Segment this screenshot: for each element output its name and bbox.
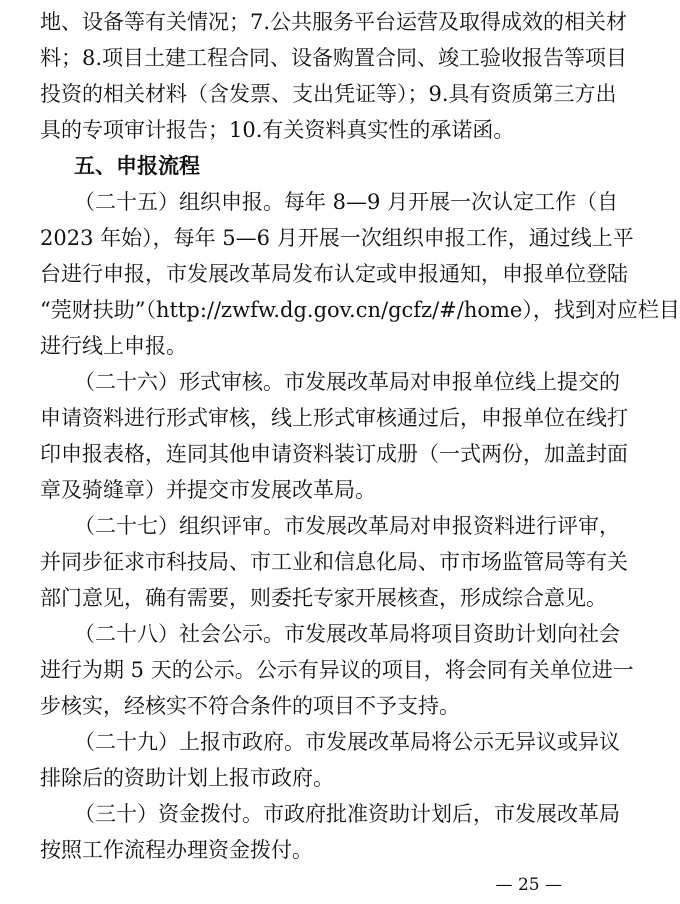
text-line: 进行为期 5 天的公示。公示有异议的项目，将会同有关单位进一	[40, 658, 634, 682]
text-line: 申请资料进行形式审核，线上形式审核通过后，申报单位在线打	[40, 406, 628, 430]
text-line: 部门意见，确有需要，则委托专家开展核查，形成综合意见。	[40, 586, 607, 610]
text-line: 印申报表格，连同其他申请资料装订成册（一式两份，加盖封面	[40, 442, 628, 466]
text-line: 排除后的资助计划上报市政府。	[40, 766, 334, 790]
text-line: （二十七）组织评审。市发展改革局对申报资料进行评审，	[74, 514, 620, 538]
text-line: （三十）资金拨付。市政府批准资助计划后，市发展改革局	[74, 802, 620, 826]
text-line: 台进行申报，市发展改革局发布认定或申报通知，申报单位登陆	[40, 262, 628, 286]
text-line: 步核实，经核实不符合条件的项目不予支持。	[40, 694, 460, 718]
text-line: 进行线上申报。	[40, 334, 187, 358]
text-line: 投资的相关材料（含发票、支出凭证等）；9.具有资质第三方出	[40, 82, 617, 106]
text-line: 具的专项审计报告；10.有关资料真实性的承诺函。	[40, 118, 515, 142]
text-line: “莞财扶助”（http://zwfw.dg.gov.cn/gcfz/#/home），找到对应栏目	[40, 298, 680, 322]
text-line: （二十六）形式审核。市发展改革局对申报单位线上提交的	[74, 370, 620, 394]
text-line: （二十八）社会公示。市发展改革局将项目资助计划向社会	[74, 622, 620, 646]
text-line: 章及骑缝章）并提交市发展改革局。	[40, 478, 376, 502]
text-line: 2023 年始），每年 5—6 月开展一次组织申报工作，通过线上平	[40, 226, 634, 250]
text-line: 料；8.项目土建工程合同、设备购置合同、竣工验收报告等项目	[40, 46, 628, 70]
text-line: 地、设备等有关情况；7.公共服务平台运营及取得成效的相关材	[40, 10, 628, 34]
text-line: 并同步征求市科技局、市工业和信息化局、市市场监管局等有关	[40, 550, 628, 574]
text-line: 按照工作流程办理资金拨付。	[40, 838, 313, 862]
section-heading: 五、申报流程	[74, 154, 200, 178]
text-line: （二十九）上报市政府。市发展改革局将公示无异议或异议	[74, 730, 620, 754]
page-number: — 25 —	[495, 875, 562, 895]
text-line: （二十五）组织申报。每年 8—9 月开展一次认定工作（自	[74, 190, 619, 214]
